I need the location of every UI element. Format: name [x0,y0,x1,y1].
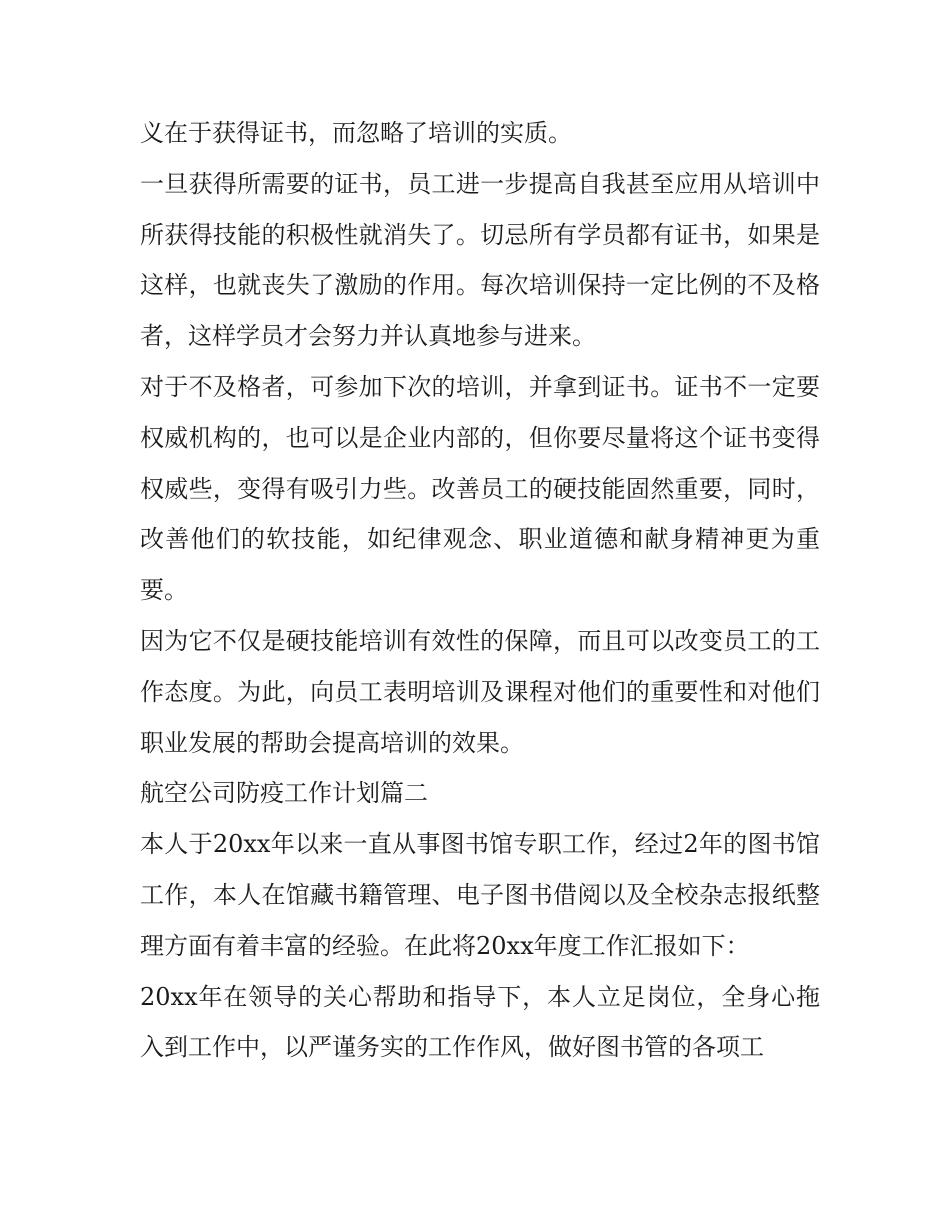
paragraph-work-attitude: 因为它不仅是硬技能培训有效性的保障，而且可以改变员工的工作态度。为此，向员工表明培训及课程对他们的重要性和对他们职业发展的帮助会提高培训的效果。 [140,626,820,757]
paragraph-library-intro: 本人于20xx年以来一直从事图书馆专职工作，经过2年的图书馆工作，本人在馆藏书籍管理、电子图书借阅以及全校杂志报纸整理方面有着丰富的经验。在此将20xx年度工作汇报如下： [140,830,820,960]
document-body [140,108,820,1073]
section-heading: 航空公司防疫工作计划篇二 [140,779,428,808]
paragraph-failed-trainees: 对于不及格者，可参加下次的培训，并拿到证书。证书不一定要权威机构的，也可以是企业内部的，但你要尽量将这个证书变得权威些，变得有吸引力些。改善员工的硬技能固然重要，同时，改善他们的软技能，如纪律观念、职业道德和献身精神更为重要。 [140,372,820,605]
paragraph-continuation: 义在于获得证书，而忽略了培训的实质。 [140,119,572,147]
paragraph-certificate-motivation: 一旦获得所需要的证书，员工进一步提高自我甚至应用从培训中所获得技能的积极性就消失了。切忌所有学员都有证书，如果是这样，也就丧失了激励的作用。每次培训保持一定比例的不及格者，这样学员才会努力并认真地参与进来。 [140,169,820,351]
paragraph-library-work: 20xx年在领导的关心帮助和指导下，本人立足岗位，全身心拖入到工作中，以严谨务实的工作作风，做好图书管的各项工 [140,982,820,1062]
